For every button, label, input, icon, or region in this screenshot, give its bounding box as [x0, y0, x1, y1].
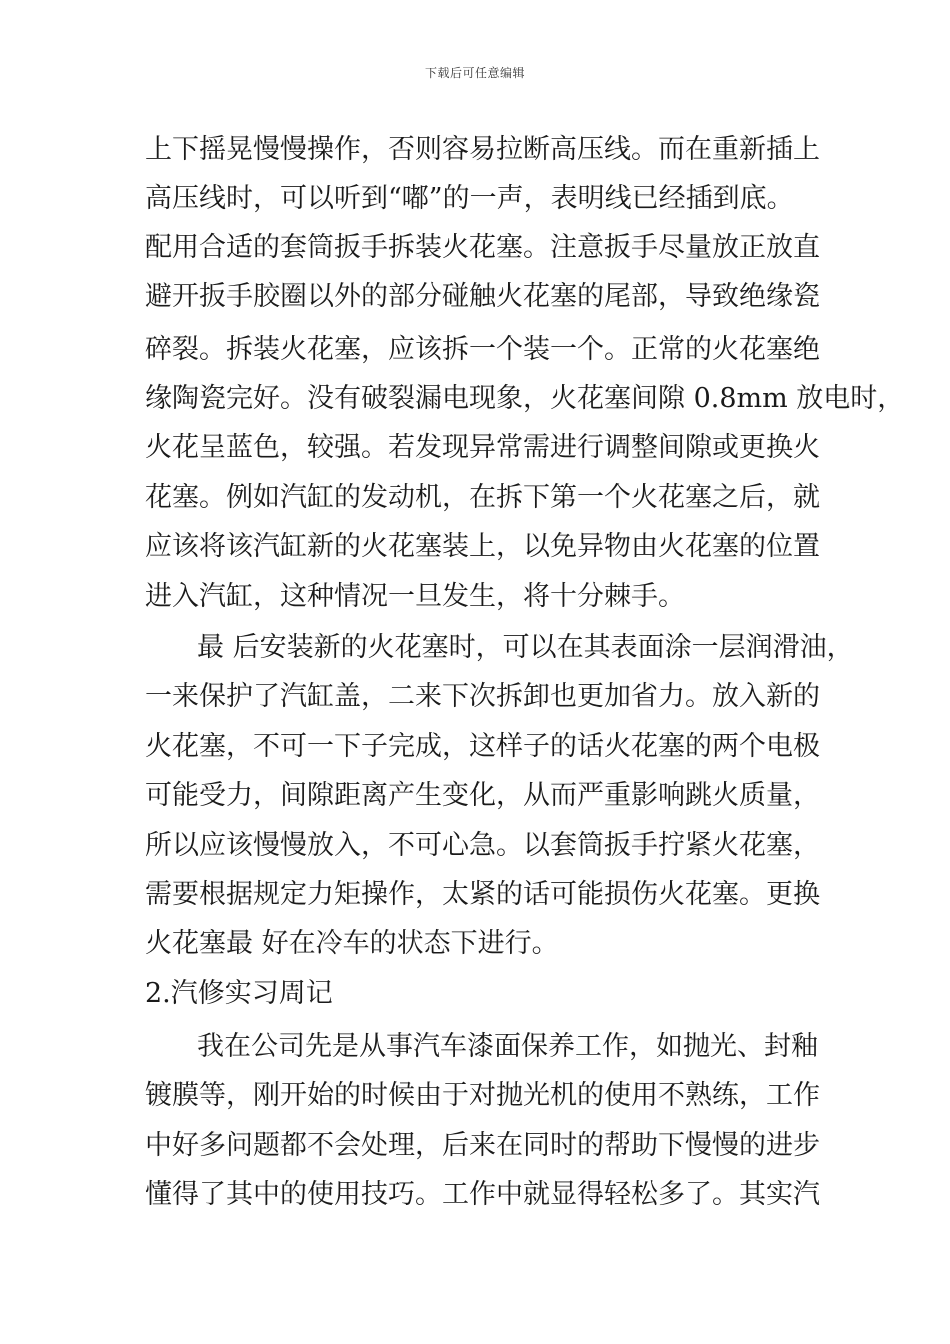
text-line: 火花呈蓝色，较强。若发现异常需进行调整间隙或更换火	[145, 432, 820, 463]
text-line: 进入汽缸，这种情况一旦发生，将十分棘手。	[145, 581, 685, 612]
text-line: 火花塞，不可一下子完成，这样子的话火花塞的两个电极	[145, 731, 820, 762]
text-line: 配用合适的套筒扳手拆装火花塞。注意扳手尽量放正放直	[145, 232, 820, 263]
text-line: 碎裂。拆装火花塞，应该拆一个装一个。正常的火花塞绝	[145, 334, 820, 365]
text-line: 中好多问题都不会处理，后来在同时的帮助下慢慢的进步	[145, 1130, 820, 1161]
text-line: 可能受力，间隙距离产生变化，从而严重影响跳火质量，	[145, 780, 820, 811]
text-line: 应该将该汽缸新的火花塞装上，以免异物由火花塞的位置	[145, 531, 820, 562]
page-header: 下载后可任意编辑	[424, 66, 525, 80]
text-line: 高压线时，可以听到“嘟”的一声，表明线已经插到底。	[145, 183, 794, 214]
text-line: 花塞。例如汽缸的发动机，在拆下第一个火花塞之后，就	[145, 482, 820, 513]
text-line: 上下摇晃慢慢操作，否则容易拉断高压线。而在重新插上	[145, 134, 820, 165]
text-line: 镀膜等，刚开始的时候由于对抛光机的使用不熟练，工作	[145, 1080, 820, 1111]
text-line: 所以应该慢慢放入，不可心急。以套筒扳手拧紧火花塞，	[145, 830, 820, 861]
paragraph-first-line: 我在公司先是从事汽车漆面保养工作，如抛光、封釉	[197, 1031, 818, 1062]
text-line: 火花塞最 好在冷车的状态下进行。	[145, 928, 559, 959]
text-line: 缘陶瓷完好。没有破裂漏电现象，火花塞间隙 0.8mm 放电时，	[145, 383, 905, 414]
text-line: 懂得了其中的使用技巧。工作中就显得轻松多了。其实汽	[145, 1179, 820, 1210]
text-line: 需要根据规定力矩操作，太紧的话可能损伤火花塞。更换	[145, 879, 820, 910]
paragraph-first-line: 最 后安装新的火花塞时，可以在其表面涂一层润滑油，	[197, 632, 854, 663]
section-heading: 2.汽修实习周记	[145, 978, 333, 1009]
text-line: 一来保护了汽缸盖，二来下次拆卸也更加省力。放入新的	[145, 681, 820, 712]
text-line: 避开扳手胶圈以外的部分碰触火花塞的尾部，导致绝缘瓷	[145, 281, 820, 312]
